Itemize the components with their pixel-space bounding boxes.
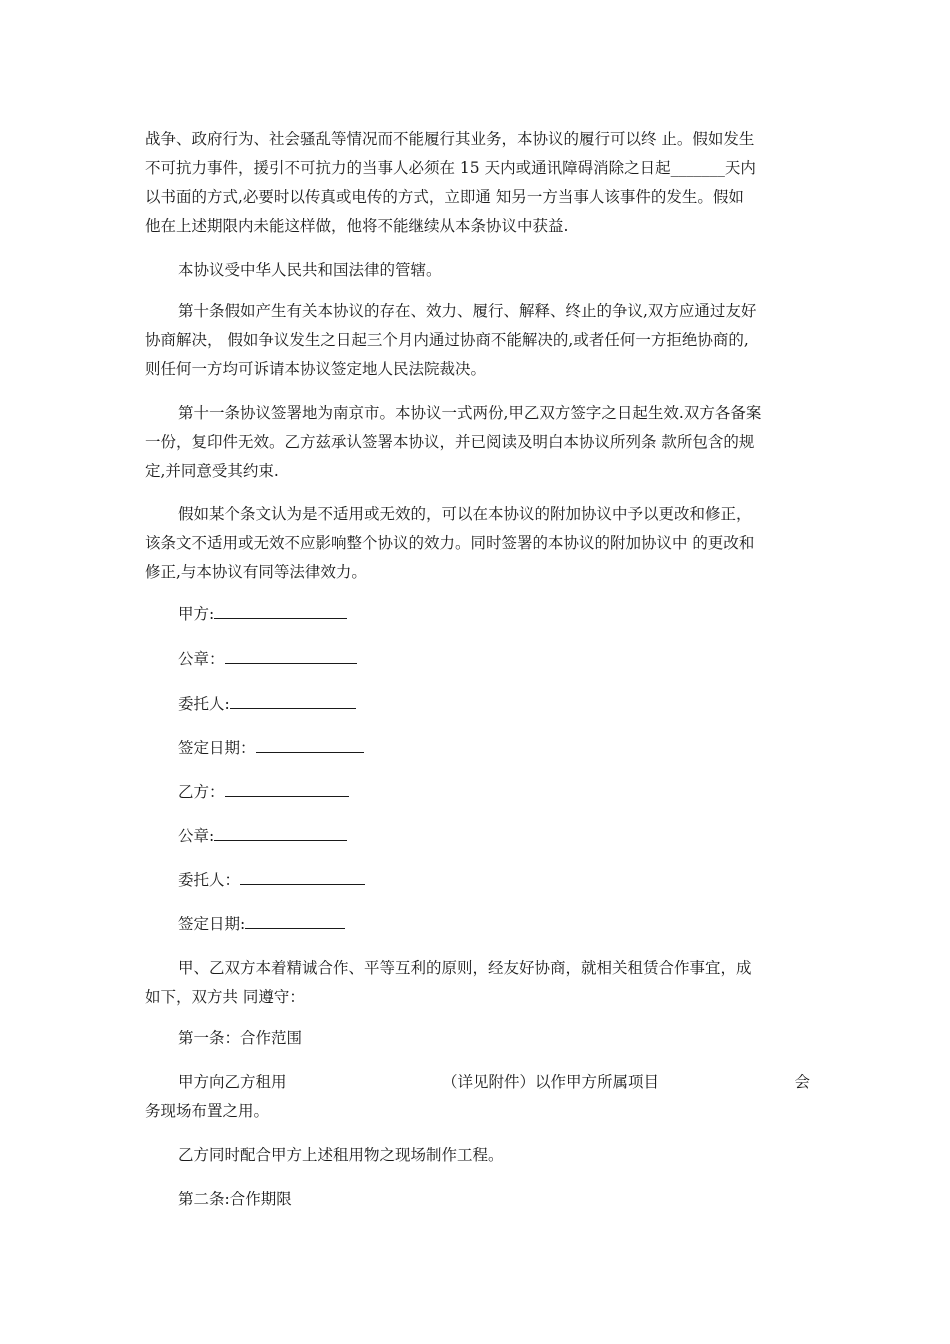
governing-law-paragraph [145, 256, 810, 285]
text-line: 乙方同时配合甲方上述租用物之现场制作工程。 [178, 1146, 504, 1164]
severability-paragraph [145, 500, 810, 587]
text-segment: 会 [794, 1073, 810, 1091]
text-line: 本协议受中华人民共和国法律的管辖。 [178, 261, 442, 279]
text-line: 不可抗力事件，援引不可抗力的当事人必须在 15 天内或通讯障碍消除之日起_______天内 [145, 159, 756, 177]
party-a-seal-blank[interactable] [225, 645, 357, 664]
text-line: 协商解决， 假如争议发生之日起三个月内通过协商不能解决的,或者任何一方拒绝协商的, [145, 331, 749, 349]
party-b-date-label: 签定日期: [178, 915, 246, 933]
article-10-paragraph [145, 297, 810, 384]
party-b-field [178, 778, 349, 807]
party-a-agent-blank[interactable] [230, 690, 356, 709]
party-a-date-blank[interactable] [256, 734, 364, 753]
party-b-agent-label: 委托人： [178, 871, 241, 889]
text-line: 则任何一方均可诉请本协议签定地人民法院裁决。 [145, 360, 487, 378]
party-a-label: 甲方: [178, 605, 215, 623]
party-a-date-label: 签定日期： [178, 739, 256, 757]
text-line: 定,并同意受其约束. [145, 462, 279, 480]
text-segment: 甲方向乙方租用 [178, 1073, 287, 1091]
production-paragraph [145, 1141, 810, 1170]
party-a-agent-label: 委托人: [178, 695, 230, 713]
heading-text: 第一条：合作范围 [178, 1029, 303, 1047]
text-line: 一份，复印件无效。乙方兹承认签署本协议，并已阅读及明白本协议所列条 款所包含的规 [145, 433, 755, 451]
text-line: 第十条假如产生有关本协议的存在、效力、履行、解释、终止的争议,双方应通过友好 [178, 302, 757, 320]
article-2-heading [145, 1185, 810, 1214]
party-b-agent-field [178, 866, 365, 895]
text-segment: （详见附件）以作甲方所属项目 [441, 1073, 659, 1091]
text-line: 战争、政府行为、社会骚乱等情况而不能履行其业务，本协议的履行可以终 止。假如发生 [145, 130, 755, 148]
text-line: 他在上述期限内未能这样做，他将不能继续从本条协议中获益. [145, 217, 569, 235]
article-11-paragraph [145, 399, 810, 486]
preamble-paragraph [145, 954, 810, 1012]
party-a-blank[interactable] [214, 600, 347, 619]
party-b-seal-label: 公章: [178, 827, 215, 845]
party-b-label: 乙方： [178, 783, 225, 801]
force-majeure-paragraph [145, 125, 810, 241]
party-b-seal-field [178, 822, 347, 851]
party-b-blank[interactable] [225, 778, 349, 797]
text-line: 第十一条协议签署地为南京市。本协议一式两份,甲乙双方签字之日起生效.双方各备案 [178, 404, 762, 422]
text-line: 修正,与本协议有同等法律效力。 [145, 563, 367, 581]
text-line: 如下，双方共 同遵守： [145, 988, 305, 1006]
heading-text: 第二条:合作期限 [178, 1190, 292, 1208]
party-b-seal-blank[interactable] [214, 822, 347, 841]
text-line: 假如某个条文认为是不适用或无效的，可以在本协议的附加协议中予以更改和修正， [178, 505, 752, 523]
party-b-agent-blank[interactable] [240, 866, 365, 885]
party-a-date-field [178, 734, 364, 763]
party-a-seal-label: 公章： [178, 650, 225, 668]
text-line: 该条文不适用或无效不应影响整个协议的效力。同时签署的本协议的附加协议中 的更改和 [145, 534, 755, 552]
party-b-date-blank[interactable] [245, 910, 345, 929]
party-a-seal-field [178, 645, 357, 674]
party-a-agent-field [178, 690, 356, 719]
text-line: 务现场布置之用。 [145, 1102, 270, 1120]
text-line [145, 1068, 810, 1097]
text-line: 甲、乙双方本着精诚合作、平等互利的原则，经友好协商，就相关租赁合作事宜，成 [178, 959, 752, 977]
text-line: 以书面的方式,必要时以传真或电传的方式，立即通 知另一方当事人该事件的发生。假如 [145, 188, 744, 206]
lease-scope-paragraph [145, 1068, 810, 1126]
article-1-heading [145, 1024, 810, 1053]
party-a-field [178, 600, 347, 629]
party-b-date-field [178, 910, 345, 939]
